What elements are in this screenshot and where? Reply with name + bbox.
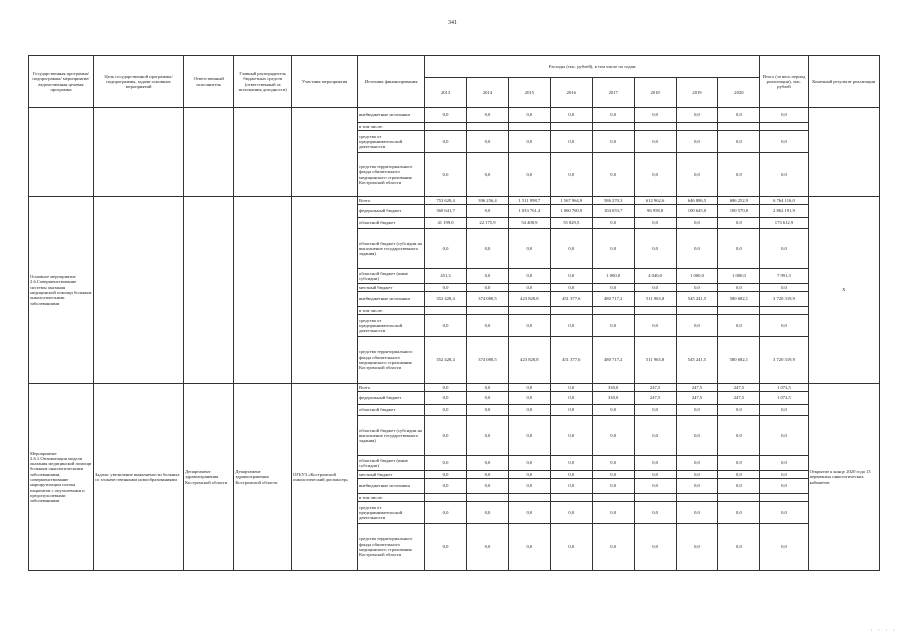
value-cell [467, 307, 509, 315]
value-cell: 1 033 761,4 [508, 205, 550, 218]
value-cell: 480 717,2 [592, 292, 634, 307]
funding-source-cell: внебюджетные источники [358, 292, 425, 307]
value-cell: 423 828,8 [508, 337, 550, 384]
value-cell: 0,0 [425, 108, 467, 123]
value-cell: 396 256,4 [467, 197, 509, 205]
value-cell: 0,0 [718, 229, 760, 269]
value-cell: 0,0 [467, 416, 509, 456]
block-main-measure [29, 197, 880, 384]
funding-source-cell: областной бюджет (иные субсидии) [358, 456, 425, 471]
value-cell: 0,0 [718, 502, 760, 524]
value-cell: 0,0 [634, 405, 676, 416]
total-cell: 7 991,3 [760, 269, 808, 284]
executor-cell: Департамент здравоохранения Костромской области [184, 384, 234, 571]
value-cell: 0,0 [718, 315, 760, 337]
value-cell: 612 962,6 [634, 197, 676, 205]
value-cell: 580 682,1 [718, 292, 760, 307]
funding-source-cell: федеральный бюджет [358, 392, 425, 405]
executor-cell [184, 197, 234, 384]
funding-source-cell: средства от предпринимательской деятельности [358, 131, 425, 153]
value-cell: 0,0 [425, 131, 467, 153]
funding-source-cell: Всего [358, 197, 425, 205]
participant-cell [292, 108, 358, 197]
value-cell [592, 123, 634, 131]
header-goal: Цель государственной программы/подпрограммы, задачи основных мероприятий [93, 56, 183, 108]
goal-cell [93, 108, 183, 197]
goal-cell [93, 197, 183, 384]
value-cell [508, 494, 550, 502]
value-cell: 0,0 [508, 108, 550, 123]
value-cell [425, 123, 467, 131]
value-cell [718, 307, 760, 315]
value-cell: 0,0 [425, 502, 467, 524]
value-cell: 0,0 [425, 384, 467, 392]
value-cell: 0,0 [634, 502, 676, 524]
value-cell: 1 000,0 [718, 269, 760, 284]
value-cell: 330,0 [592, 384, 634, 392]
value-cell: 0,0 [676, 218, 718, 229]
total-cell: 0,0 [760, 284, 808, 292]
value-cell: 0,0 [467, 284, 509, 292]
value-cell: 1 060 760,9 [550, 205, 592, 218]
value-cell [425, 494, 467, 502]
value-cell: 0,0 [508, 284, 550, 292]
value-cell [634, 307, 676, 315]
value-cell: 0,0 [718, 524, 760, 571]
value-cell: 0,0 [592, 502, 634, 524]
value-cell: 0,0 [592, 315, 634, 337]
header-source: Источник финансирования [358, 56, 425, 108]
header-participant: Участник мероприятия [292, 56, 358, 108]
result-cell: X [808, 197, 879, 384]
result-cell: Открытие к концу 2020 года 13 первичных онкологических кабинетов [808, 384, 879, 571]
value-cell: 0,0 [718, 218, 760, 229]
total-cell: 0,0 [760, 416, 808, 456]
value-cell: 0,0 [676, 405, 718, 416]
total-cell: 3 720 319,9 [760, 337, 808, 384]
total-cell: 2 862 191,9 [760, 205, 808, 218]
value-cell [425, 307, 467, 315]
total-cell [760, 123, 808, 131]
value-cell: 360 641,7 [425, 205, 467, 218]
value-cell: 0,0 [508, 269, 550, 284]
value-cell: 0,0 [467, 269, 509, 284]
year-header: 2019 [676, 78, 718, 108]
value-cell: 0,0 [676, 131, 718, 153]
total-cell [760, 494, 808, 502]
value-cell: 55 829,5 [550, 218, 592, 229]
value-cell [467, 123, 509, 131]
value-cell: 54 408,9 [508, 218, 550, 229]
year-header: 2018 [634, 78, 676, 108]
value-cell [676, 123, 718, 131]
total-cell: 0,0 [760, 108, 808, 123]
value-cell: 0,0 [550, 131, 592, 153]
scan-artifact: · · · · [870, 628, 897, 634]
funding-source-cell: в том числе: [358, 307, 425, 315]
funding-source-cell: областной бюджет [358, 218, 425, 229]
value-cell: 22 175,9 [467, 218, 509, 229]
value-cell: 0,0 [467, 384, 509, 392]
value-cell: 0,0 [634, 315, 676, 337]
value-cell: 247,5 [676, 392, 718, 405]
value-cell [718, 494, 760, 502]
value-cell: 352 428,4 [425, 337, 467, 384]
value-cell [508, 307, 550, 315]
value-cell [550, 307, 592, 315]
value-cell: 0,0 [718, 153, 760, 197]
value-cell [676, 494, 718, 502]
value-cell: 0,0 [467, 392, 509, 405]
total-cell: 0,0 [760, 456, 808, 471]
value-cell: 0,0 [718, 284, 760, 292]
value-cell: 247,5 [676, 384, 718, 392]
funding-source-cell: внебюджетные источники [358, 108, 425, 123]
value-cell: 0,0 [467, 405, 509, 416]
total-cell: 0,0 [760, 315, 808, 337]
value-cell: 0,0 [718, 479, 760, 494]
year-header: 2015 [508, 78, 550, 108]
value-cell: 0,0 [425, 456, 467, 471]
value-cell: 247,5 [718, 384, 760, 392]
block-top [29, 108, 880, 197]
value-cell: 0,0 [676, 502, 718, 524]
value-cell [592, 494, 634, 502]
value-cell: 0,0 [550, 284, 592, 292]
goal-cell: Задача: увеличение выявляемости больных со злокачественными новообразованиями [93, 384, 183, 571]
value-cell: 646 886,5 [676, 197, 718, 205]
manager-cell [234, 108, 292, 197]
funding-source-cell: средства от предпринимательской деятельности [358, 315, 425, 337]
executor-cell [184, 108, 234, 197]
year-header: 2014 [467, 78, 509, 108]
total-cell: 0,0 [760, 471, 808, 479]
value-cell: 511 963,8 [634, 337, 676, 384]
value-cell: 0,0 [592, 416, 634, 456]
value-cell: 0,0 [467, 229, 509, 269]
value-cell: 753 620,4 [425, 197, 467, 205]
total-cell: 1 072,5 [760, 384, 808, 392]
value-cell: 0,0 [634, 284, 676, 292]
value-cell: 0,0 [718, 456, 760, 471]
header-program: Государственная программа/подпрограмма/ мероприятие/ ведомственная целевая программа [29, 56, 94, 108]
value-cell: 352 428,4 [425, 292, 467, 307]
value-cell: 0,0 [634, 456, 676, 471]
funding-source-cell: в том числе: [358, 123, 425, 131]
value-cell: 0,0 [592, 479, 634, 494]
total-cell: 0,0 [760, 405, 808, 416]
value-cell: 480 717,2 [592, 337, 634, 384]
value-cell: 0,0 [467, 131, 509, 153]
funding-source-cell: областной бюджет (субсидии на выполнение государственного задания) [358, 416, 425, 456]
value-cell: 0,0 [676, 471, 718, 479]
year-header: 2020 [718, 78, 760, 108]
total-cell: 1 072,5 [760, 392, 808, 405]
value-cell: 1 000,0 [592, 269, 634, 284]
value-cell: 451 377,6 [550, 292, 592, 307]
value-cell: 0,0 [550, 392, 592, 405]
value-cell: 0,0 [508, 416, 550, 456]
value-cell: 0,0 [718, 471, 760, 479]
funding-source-cell: внебюджетные источники [358, 479, 425, 494]
value-cell: 0,0 [467, 479, 509, 494]
program-cell: Мероприятие 2.6.1.Оптимизация модели оказания медицинской помощи больным онкологическими заболеваниями, совершенствование маршрутизации потока пациентов с опухолевыми и предопухолевыми заболеваниями [29, 384, 94, 571]
value-cell: 580 682,1 [718, 337, 760, 384]
value-cell: 0,0 [634, 229, 676, 269]
page-number: 341 [448, 20, 457, 26]
value-cell: 423 828,8 [508, 292, 550, 307]
value-cell: 0,0 [425, 471, 467, 479]
value-cell: 0,0 [592, 108, 634, 123]
total-cell: 3 720 319,9 [760, 292, 808, 307]
value-cell: 0,0 [676, 456, 718, 471]
value-cell: 0,0 [425, 479, 467, 494]
value-cell: 0,0 [676, 153, 718, 197]
value-cell: 1 567 964,9 [550, 197, 592, 205]
year-header: 2016 [550, 78, 592, 108]
value-cell: 100 645,0 [676, 205, 718, 218]
year-header: 2017 [592, 78, 634, 108]
participant-cell [292, 197, 358, 384]
value-cell: 0,0 [467, 153, 509, 197]
program-cell: Основное мероприятие 2.6.Совершенствование системы оказания медицинской помощи больным онкологическими заболеваниями [29, 197, 94, 384]
value-cell: 0,0 [467, 471, 509, 479]
value-cell: 0,0 [550, 405, 592, 416]
value-cell: 0,0 [508, 456, 550, 471]
table-row [29, 197, 880, 205]
funding-source-cell: областной бюджет (субсидии на выполнение государственного задания) [358, 229, 425, 269]
total-cell: 6 764 116,0 [760, 197, 808, 205]
manager-cell: Департамент здравоохранения Костромской области [234, 384, 292, 571]
value-cell: 0,0 [550, 315, 592, 337]
value-cell: 0,0 [718, 108, 760, 123]
value-cell: 0,0 [676, 416, 718, 456]
value-cell: 0,0 [467, 524, 509, 571]
value-cell [676, 307, 718, 315]
value-cell: 0,0 [425, 229, 467, 269]
funding-source-cell: местный бюджет [358, 284, 425, 292]
funding-source-cell: федеральный бюджет [358, 205, 425, 218]
value-cell: 330,0 [592, 392, 634, 405]
value-cell [718, 123, 760, 131]
value-cell: 0,0 [550, 153, 592, 197]
value-cell: 0,0 [425, 416, 467, 456]
value-cell: 0,0 [718, 131, 760, 153]
value-cell: 0,0 [550, 384, 592, 392]
total-cell [760, 307, 808, 315]
value-cell: 0,0 [634, 131, 676, 153]
value-cell: 0,0 [508, 405, 550, 416]
value-cell: 0,0 [592, 405, 634, 416]
program-cell [29, 108, 94, 197]
value-cell: 0,0 [634, 479, 676, 494]
value-cell: 0,0 [634, 524, 676, 571]
value-cell: 0,0 [634, 108, 676, 123]
value-cell: 0,0 [467, 456, 509, 471]
funding-source-cell: Всего [358, 384, 425, 392]
value-cell: 0,0 [467, 205, 509, 218]
total-cell: 173 612,9 [760, 218, 808, 229]
funding-source-cell: местный бюджет [358, 471, 425, 479]
value-cell: 0,0 [425, 153, 467, 197]
value-cell: 0,0 [634, 218, 676, 229]
total-cell: 0,0 [760, 153, 808, 197]
value-cell: 0,0 [508, 315, 550, 337]
header-executor: Ответственный исполнитель [184, 56, 234, 108]
value-cell [634, 494, 676, 502]
block-event [29, 384, 880, 571]
total-cell: 0,0 [760, 131, 808, 153]
value-cell: 0,0 [676, 284, 718, 292]
funding-source-cell: средства территориального фонда обязательного медицинского страхования Костромской области [358, 153, 425, 197]
value-cell: 0,0 [592, 284, 634, 292]
value-cell: 0,0 [425, 284, 467, 292]
funding-source-cell: средства территориального фонда обязательного медицинского страхования Костромской области [358, 524, 425, 571]
value-cell: 247,5 [718, 392, 760, 405]
value-cell: 0,0 [550, 471, 592, 479]
value-cell: 0,0 [592, 524, 634, 571]
value-cell: 41 199,0 [425, 218, 467, 229]
funding-source-cell: средства территориального фонда обязательного медицинского страхования Костромской области [358, 337, 425, 384]
value-cell: 0,0 [550, 502, 592, 524]
value-cell: 0,0 [592, 229, 634, 269]
value-cell: 0,0 [550, 524, 592, 571]
value-cell: 451 377,6 [550, 337, 592, 384]
result-cell [808, 108, 879, 197]
value-cell: 0,0 [676, 108, 718, 123]
value-cell [550, 494, 592, 502]
value-cell: 0,0 [508, 479, 550, 494]
funding-source-cell: областной бюджет (иные субсидии) [358, 269, 425, 284]
value-cell: 0,0 [467, 502, 509, 524]
value-cell [508, 123, 550, 131]
value-cell: 96 958,8 [634, 205, 676, 218]
header-expenses-group: Расходы (тыс. рублей), в том числе по годам [425, 56, 760, 78]
value-cell: 247,5 [634, 384, 676, 392]
total-cell: 0,0 [760, 479, 808, 494]
value-cell: 0,0 [634, 471, 676, 479]
value-cell: 104 653,7 [592, 205, 634, 218]
value-cell: 0,0 [425, 392, 467, 405]
participant-cell: ОГБУЗ «Костромской онкологический диспансер» [292, 384, 358, 571]
value-cell: 0,0 [508, 524, 550, 571]
value-cell: 374 080,5 [467, 337, 509, 384]
value-cell: 0,0 [508, 153, 550, 197]
value-cell [592, 307, 634, 315]
value-cell: 0,0 [425, 524, 467, 571]
value-cell: 0,0 [508, 502, 550, 524]
header-total: Итого (за весь период реализации), тыс. рублей [760, 56, 808, 108]
value-cell: 0,0 [550, 229, 592, 269]
value-cell: 0,0 [550, 269, 592, 284]
value-cell: 0,0 [676, 479, 718, 494]
value-cell: 511 963,8 [634, 292, 676, 307]
value-cell: 0,0 [592, 218, 634, 229]
value-cell: 0,0 [592, 153, 634, 197]
value-cell: 0,0 [425, 315, 467, 337]
funding-source-cell: областной бюджет [358, 405, 425, 416]
value-cell: 0,0 [718, 416, 760, 456]
value-cell: 0,0 [425, 405, 467, 416]
value-cell: 0,0 [508, 229, 550, 269]
value-cell: 0,0 [508, 384, 550, 392]
value-cell: 0,0 [634, 153, 676, 197]
total-cell: 0,0 [760, 524, 808, 571]
value-cell [467, 494, 509, 502]
value-cell: 0,0 [467, 315, 509, 337]
funding-source-cell: в том числе: [358, 494, 425, 502]
financing-table [28, 55, 880, 571]
value-cell: 0,0 [508, 131, 550, 153]
value-cell: 374 080,5 [467, 292, 509, 307]
value-cell: 0,0 [550, 108, 592, 123]
funding-source-cell: средства от предпринимательской деятельности [358, 502, 425, 524]
value-cell: 1 511 998,7 [508, 197, 550, 205]
value-cell: 100 570,8 [718, 205, 760, 218]
table-row [29, 108, 880, 123]
total-cell: 0,0 [760, 229, 808, 269]
header-result: Конечный результат реализации [808, 56, 879, 108]
value-cell: 0,0 [676, 229, 718, 269]
value-cell: 247,5 [634, 392, 676, 405]
value-cell: 0,0 [592, 131, 634, 153]
value-cell: 0,0 [550, 456, 592, 471]
manager-cell [234, 197, 292, 384]
value-cell: 0,0 [508, 392, 550, 405]
value-cell: 0,0 [550, 416, 592, 456]
value-cell: 4 040,0 [634, 269, 676, 284]
value-cell: 451,3 [425, 269, 467, 284]
value-cell: 0,0 [676, 524, 718, 571]
year-header: 2013 [425, 78, 467, 108]
header-manager: Главный распорядитель бюджетных средств (ответственный за исполнения доходности) [234, 56, 292, 108]
value-cell: 1 000,0 [676, 269, 718, 284]
value-cell [550, 123, 592, 131]
value-cell: 0,0 [634, 416, 676, 456]
value-cell: 0,0 [676, 315, 718, 337]
table-row [29, 384, 880, 392]
value-cell: 0,0 [592, 456, 634, 471]
value-cell: 0,0 [467, 108, 509, 123]
total-cell: 0,0 [760, 502, 808, 524]
table-header [29, 56, 880, 108]
value-cell: 545 241,5 [676, 337, 718, 384]
value-cell [634, 123, 676, 131]
value-cell: 686 252,9 [718, 197, 760, 205]
value-cell: 0,0 [718, 405, 760, 416]
value-cell: 586 270,3 [592, 197, 634, 205]
value-cell: 0,0 [508, 471, 550, 479]
value-cell: 545 241,5 [676, 292, 718, 307]
value-cell: 0,0 [592, 471, 634, 479]
value-cell: 0,0 [550, 479, 592, 494]
